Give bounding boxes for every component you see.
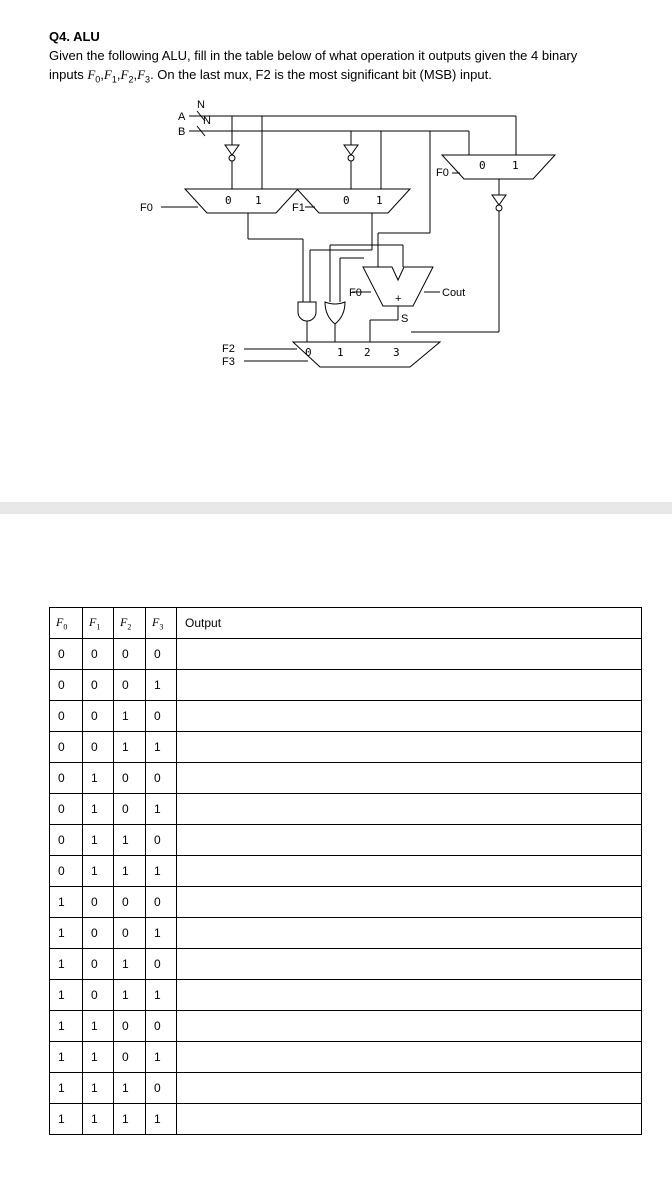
table-row [50, 1011, 642, 1042]
table-cell-f3: 0 [146, 887, 177, 918]
table-cell-f2: 0 [114, 763, 146, 794]
mux-1 [185, 189, 298, 213]
table-cell-f3: 0 [146, 701, 177, 732]
output-answer-cell[interactable] [177, 825, 642, 856]
table-row [50, 1104, 642, 1135]
table-cell-f1: 0 [83, 980, 114, 1011]
output-answer-cell[interactable] [177, 670, 642, 701]
input-variable: F [137, 67, 146, 82]
output-mux-input-3: 3 [393, 346, 400, 359]
table-cell-f0: 0 [50, 763, 83, 794]
output-answer-cell[interactable] [177, 856, 642, 887]
table-cell-f1: 0 [83, 732, 114, 763]
table-cell-f3: 0 [146, 949, 177, 980]
table-cell-f1: 1 [83, 1073, 114, 1104]
table-cell-f2: 0 [114, 918, 146, 949]
output-answer-cell[interactable] [177, 732, 642, 763]
table-cell-f1: 0 [83, 887, 114, 918]
output-mux-input-1: 1 [337, 346, 344, 359]
question-title: Q4. ALU [49, 29, 100, 44]
inverter-3-icon [492, 195, 506, 205]
mux-1-select-label: F0 [140, 202, 153, 214]
output-answer-cell[interactable] [177, 639, 642, 670]
mux-2-input-0: 0 [343, 194, 350, 207]
table-cell-f0: 0 [50, 670, 83, 701]
output-answer-cell[interactable] [177, 1073, 642, 1104]
input-variable-subscript: 0 [95, 74, 101, 85]
table-cell-f1: 1 [83, 856, 114, 887]
table-cell-f1: 1 [83, 1011, 114, 1042]
table-row [50, 701, 642, 732]
table-cell-f0: 1 [50, 1042, 83, 1073]
adder-plus-label: + [395, 293, 402, 305]
table-row [50, 918, 642, 949]
table-cell-f3: 1 [146, 856, 177, 887]
table-cell-f3: 0 [146, 763, 177, 794]
table-cell-f2: 1 [114, 980, 146, 1011]
mux-3-input-1: 1 [512, 159, 519, 172]
mux-3-input-0: 0 [479, 159, 486, 172]
table-cell-f0: 0 [50, 856, 83, 887]
mux-1-input-0: 0 [225, 194, 232, 207]
inverter-2-icon [344, 145, 358, 155]
table-cell-f2: 1 [114, 1104, 146, 1135]
mux-3 [442, 155, 555, 179]
table-cell-f2: 0 [114, 794, 146, 825]
table-cell-f2: 1 [114, 825, 146, 856]
table-cell-f2: 0 [114, 887, 146, 918]
table-cell-f3: 1 [146, 1042, 177, 1073]
table-cell-f3: 1 [146, 732, 177, 763]
output-answer-cell[interactable] [177, 1011, 642, 1042]
output-answer-cell[interactable] [177, 949, 642, 980]
table-row [50, 732, 642, 763]
cout-label: Cout [442, 287, 466, 299]
input-variable: F [120, 67, 129, 82]
output-mux-select-lsb-label: F3 [222, 356, 235, 368]
table-row [50, 856, 642, 887]
output-answer-cell[interactable] [177, 763, 642, 794]
header-f2: $F_2$ [114, 608, 146, 639]
table-cell-f2: 0 [114, 1011, 146, 1042]
table-cell-f0: 1 [50, 949, 83, 980]
table-cell-f1: 0 [83, 701, 114, 732]
table-cell-f2: 0 [114, 639, 146, 670]
table-row [50, 980, 642, 1011]
table-cell-f0: 0 [50, 794, 83, 825]
input-a-label: A [178, 111, 186, 123]
table-cell-f2: 0 [114, 670, 146, 701]
table-cell-f0: 1 [50, 980, 83, 1011]
mux-1-input-1: 1 [255, 194, 262, 207]
inverter-1-icon [225, 145, 239, 155]
output-answer-cell[interactable] [177, 1104, 642, 1135]
truth-table [49, 607, 642, 1135]
bus-width-label: N [197, 99, 205, 111]
table-row [50, 794, 642, 825]
header-f0: $F_0$ [50, 608, 83, 639]
output-answer-cell[interactable] [177, 794, 642, 825]
question-line-1: Given the following ALU, fill in the table below of what operation it outputs given the 4 binary [49, 48, 578, 63]
adder-sum-label: S [401, 313, 409, 325]
table-row [50, 1042, 642, 1073]
mux-2-input-1: 1 [376, 194, 383, 207]
table-cell-f1: 0 [83, 949, 114, 980]
table-cell-f1: 0 [83, 918, 114, 949]
table-cell-f3: 0 [146, 1073, 177, 1104]
table-cell-f0: 1 [50, 918, 83, 949]
mux-2 [297, 189, 410, 213]
table-cell-f2: 1 [114, 1073, 146, 1104]
table-cell-f1: 1 [83, 763, 114, 794]
output-answer-cell[interactable] [177, 980, 642, 1011]
output-answer-cell[interactable] [177, 887, 642, 918]
table-cell-f3: 1 [146, 670, 177, 701]
table-cell-f0: 1 [50, 887, 83, 918]
table-cell-f0: 0 [50, 732, 83, 763]
table-cell-f0: 0 [50, 825, 83, 856]
input-variable-subscript: 3 [145, 74, 151, 85]
output-answer-cell[interactable] [177, 701, 642, 732]
table-row [50, 887, 642, 918]
table-cell-f3: 0 [146, 1011, 177, 1042]
adder-select-label: F0 [349, 287, 362, 299]
output-answer-cell[interactable] [177, 1042, 642, 1073]
table-cell-f2: 1 [114, 732, 146, 763]
table-cell-f3: 1 [146, 1104, 177, 1135]
table-cell-f0: 0 [50, 701, 83, 732]
bus-width-b-label: N [203, 115, 211, 127]
table-cell-f2: 1 [114, 701, 146, 732]
table-cell-f2: 0 [114, 1042, 146, 1073]
header-output: Output [177, 608, 642, 639]
inputs-variable-list: $F_0,F_1,F_2,F_3$ [87, 67, 151, 85]
output-mux-select-msb-label: F2 [222, 343, 235, 355]
question-line-2-suffix: . On the last mux, F2 is the most significant bit (MSB) input. [150, 67, 492, 82]
mux-3-select-label: F0 [436, 167, 449, 179]
or-gate-icon [325, 302, 345, 324]
output-answer-cell[interactable] [177, 918, 642, 949]
mux-2-select-label: F1 [292, 202, 305, 214]
input-variable: F [103, 67, 112, 82]
table-cell-f3: 1 [146, 980, 177, 1011]
table-cell-f3: 1 [146, 918, 177, 949]
table-cell-f3: 0 [146, 825, 177, 856]
alu-diagram [0, 0, 672, 500]
table-cell-f1: 0 [83, 670, 114, 701]
table-cell-f0: 0 [50, 639, 83, 670]
table-cell-f0: 1 [50, 1011, 83, 1042]
input-variable-subscript: 1 [111, 74, 117, 85]
input-variable-subscript: 2 [128, 74, 134, 85]
table-cell-f1: 1 [83, 825, 114, 856]
and-gate-icon [298, 302, 316, 321]
header-f1: $F_1$ [83, 608, 114, 639]
table-cell-f1: 1 [83, 794, 114, 825]
table-cell-f0: 1 [50, 1104, 83, 1135]
table-row [50, 825, 642, 856]
output-mux-input-0: 0 [305, 346, 312, 359]
input-b-label: B [178, 126, 186, 138]
table-cell-f2: 1 [114, 949, 146, 980]
table-row [50, 763, 642, 794]
truth-table-header-row [50, 608, 642, 639]
table-cell-f3: 0 [146, 639, 177, 670]
input-variable: F [87, 67, 96, 82]
table-cell-f2: 1 [114, 856, 146, 887]
table-cell-f1: 0 [83, 639, 114, 670]
table-row [50, 1073, 642, 1104]
table-cell-f0: 1 [50, 1073, 83, 1104]
section-divider [0, 502, 672, 514]
question-line-2-prefix: inputs [49, 67, 88, 82]
table-row [50, 639, 642, 670]
table-cell-f3: 1 [146, 794, 177, 825]
table-row [50, 670, 642, 701]
table-cell-f1: 1 [83, 1042, 114, 1073]
table-cell-f1: 1 [83, 1104, 114, 1135]
input-bus [189, 111, 516, 136]
table-row [50, 949, 642, 980]
output-mux-input-2: 2 [364, 346, 371, 359]
header-f3: $F_3$ [146, 608, 177, 639]
